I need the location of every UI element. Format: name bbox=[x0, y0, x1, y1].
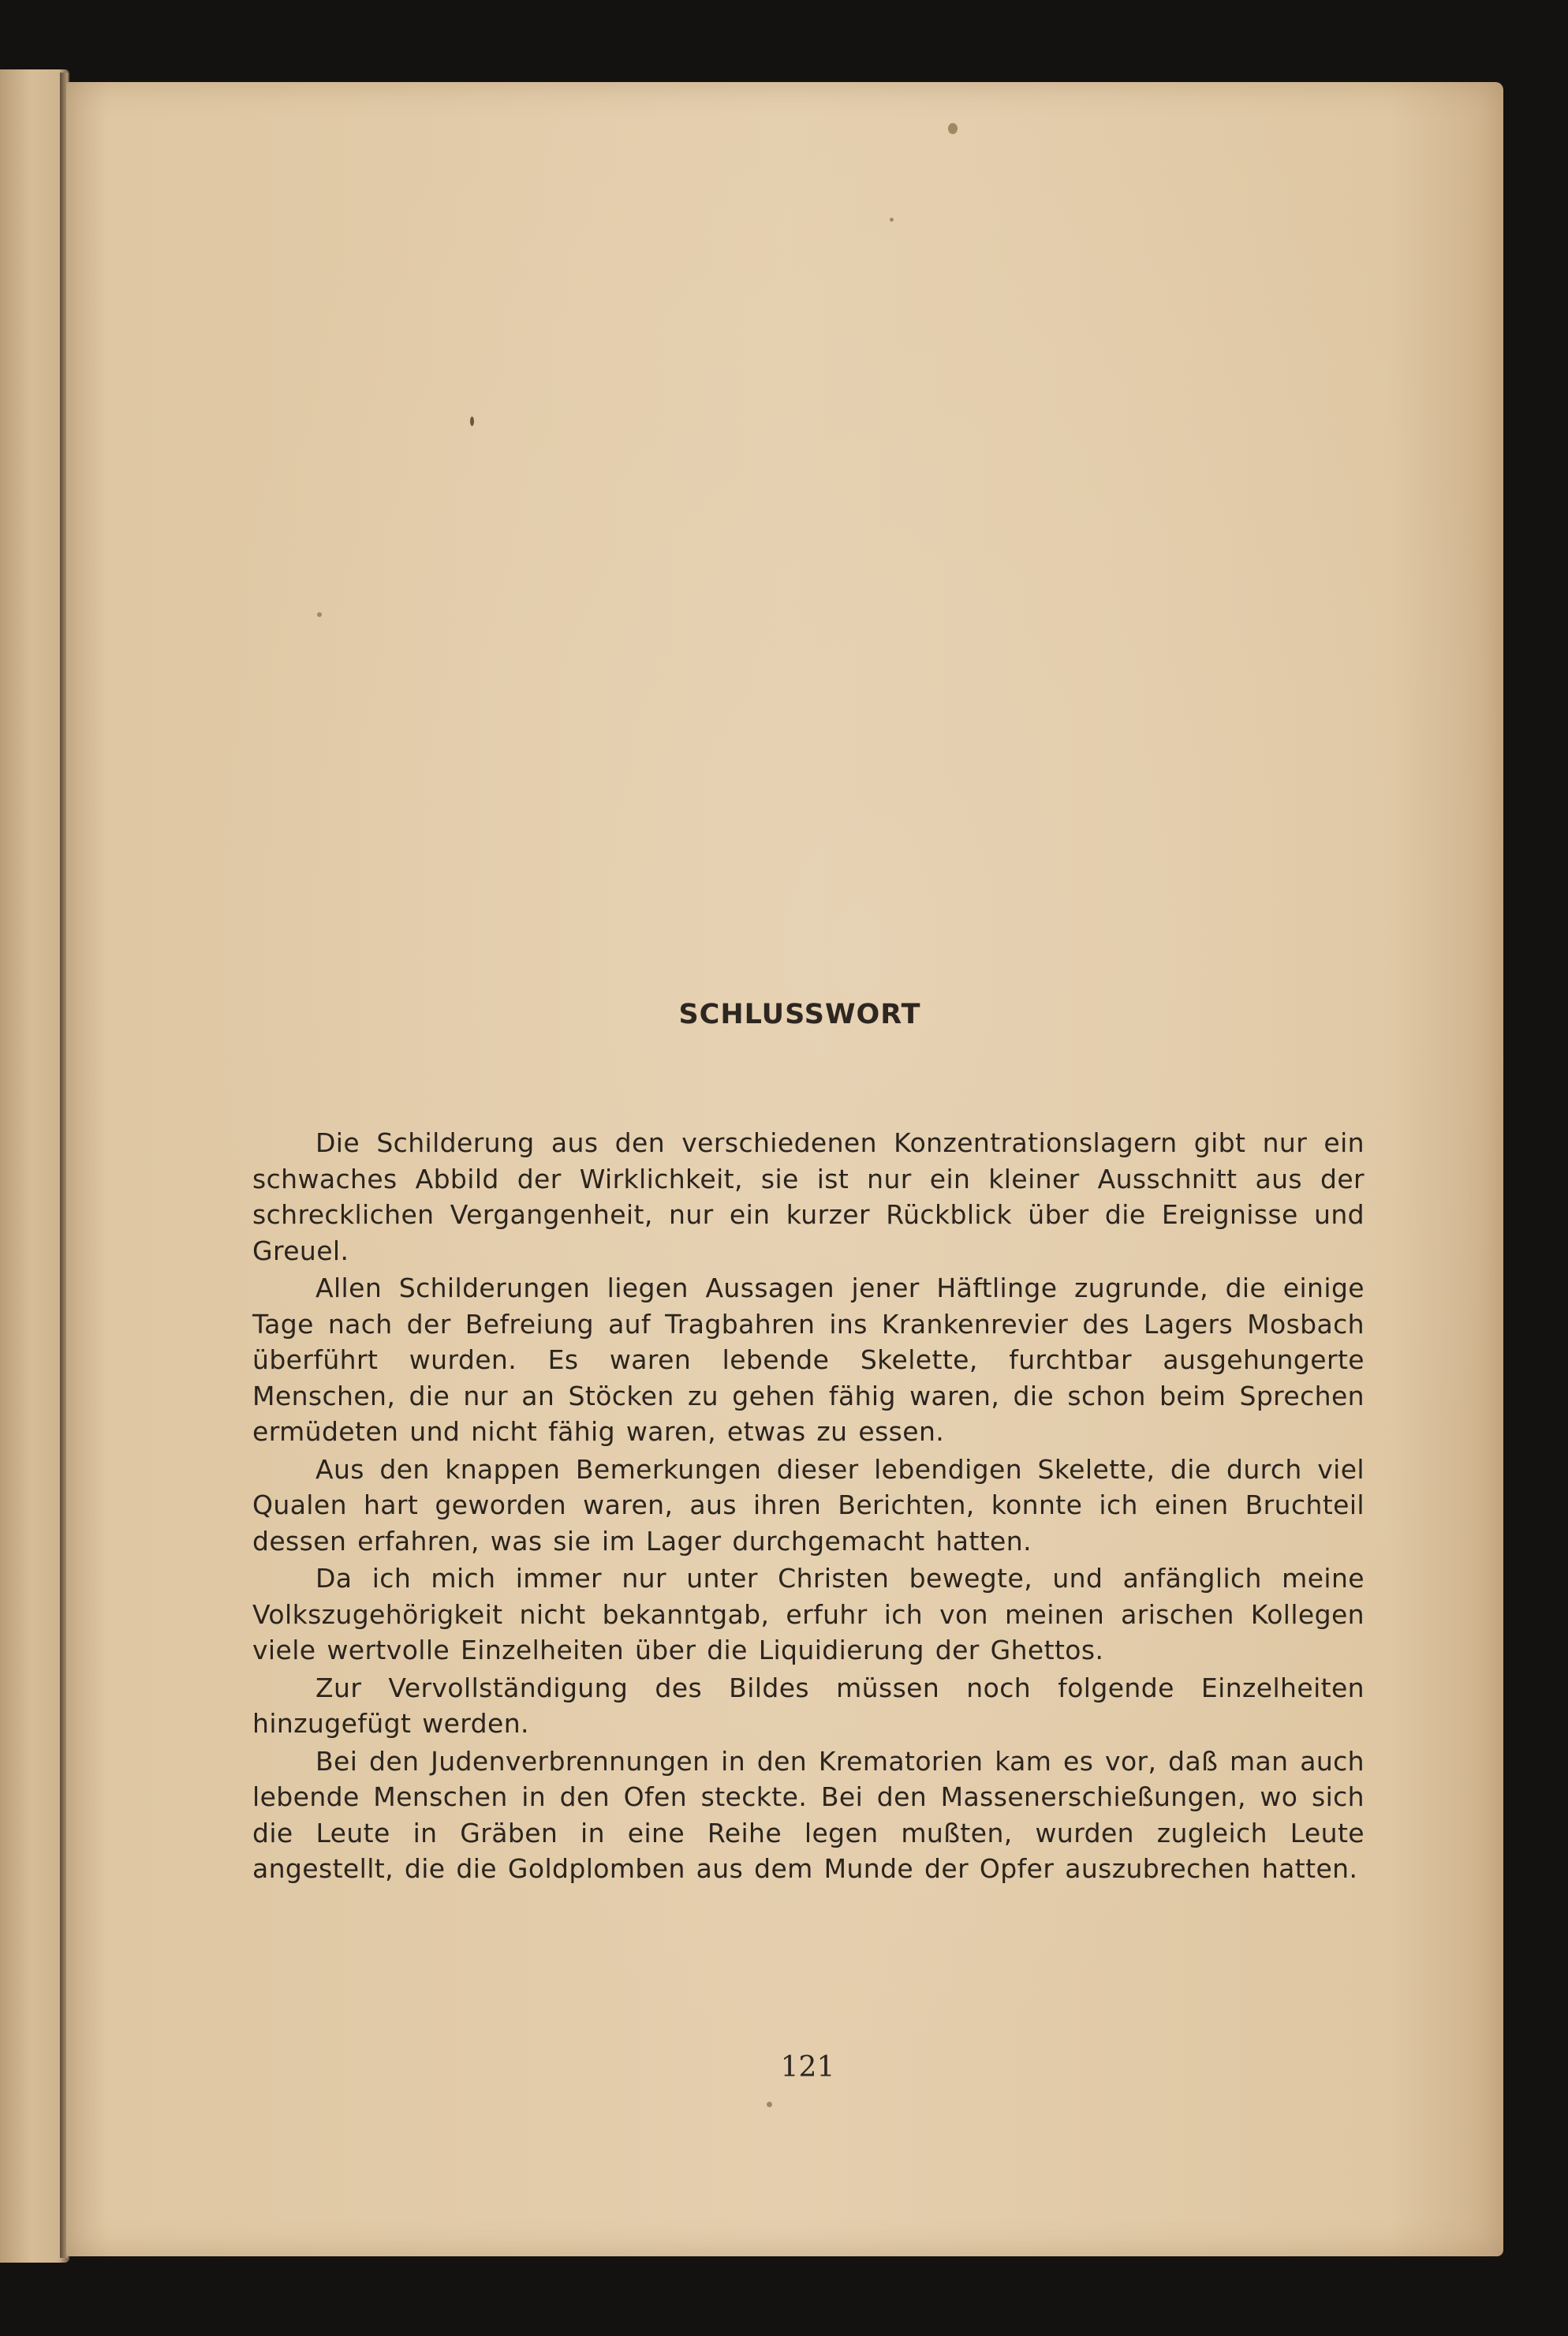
book-page bbox=[66, 82, 1503, 2256]
paper-speck bbox=[948, 123, 958, 134]
paragraph-3: Aus den knappen Bemerkungen dieser lebendigen Skelette, die durch viel Qualen hart geworden waren, aus ihren Berichten, konnte ich einen Bruchteil dessen erfahren, was sie im Lager durchgemacht hatten. bbox=[252, 1453, 1365, 1557]
body-text bbox=[252, 1125, 1365, 1887]
paragraph-5: Zur Vervollständigung des Bildes müssen noch folgende Einzelheiten hinzugefügt werden. bbox=[252, 1672, 1365, 1739]
paper-speck bbox=[317, 612, 322, 617]
paragraph-2: Allen Schilderungen liegen Aussagen jener Häftlinge zugrunde, die einige Tage nach der Befreiung auf Tragbahren ins Krankenrevier des Lagers Mosbach überführt wurden. Es waren lebende Skelette, furchtbar ausgehungerte Menschen, die nur an Stöcken zu gehen fähig waren, die schon beim Sprechen ermüdeten und nicht fähig waren, etwas zu essen. bbox=[252, 1273, 1365, 1447]
left-page-edge bbox=[0, 69, 69, 2263]
paper-speck bbox=[767, 2102, 772, 2107]
paragraph-4: Da ich mich immer nur unter Christen bewegte, und anfänglich meine Volkszugehörigkeit nicht bekanntgab, erfuhr ich von meinen arischen Kollegen viele wertvolle Einzelheiten über die Liquidierung der Ghettos. bbox=[252, 1563, 1365, 1665]
paragraph-6: Bei den Judenverbrennungen in den Krematorien kam es vor, daß man auch lebende Menschen in den Ofen steckte. Bei den Massenerschießungen, wo sich die Leute in Gräben in eine Reihe legen mußten, wurden zugleich Leute angestellt, die die Goldplomben aus dem Munde der Opfer auszubrechen hatten. bbox=[252, 1745, 1365, 1884]
paper-speck bbox=[890, 218, 894, 222]
section-heading: SCHLUSSWORT bbox=[678, 999, 921, 1030]
paragraph-1: Die Schilderung aus den verschiedenen Konzentrationslagern gibt nur ein schwaches Abbild der Wirklichkeit, sie ist nur ein kleiner Ausschnitt aus der schrecklichen Vergangenheit, nur ein kurzer Rückblick über die Ereignisse und Greuel. bbox=[252, 1127, 1365, 1266]
page-number: 121 bbox=[780, 2051, 835, 2084]
paper-speck bbox=[470, 417, 474, 426]
